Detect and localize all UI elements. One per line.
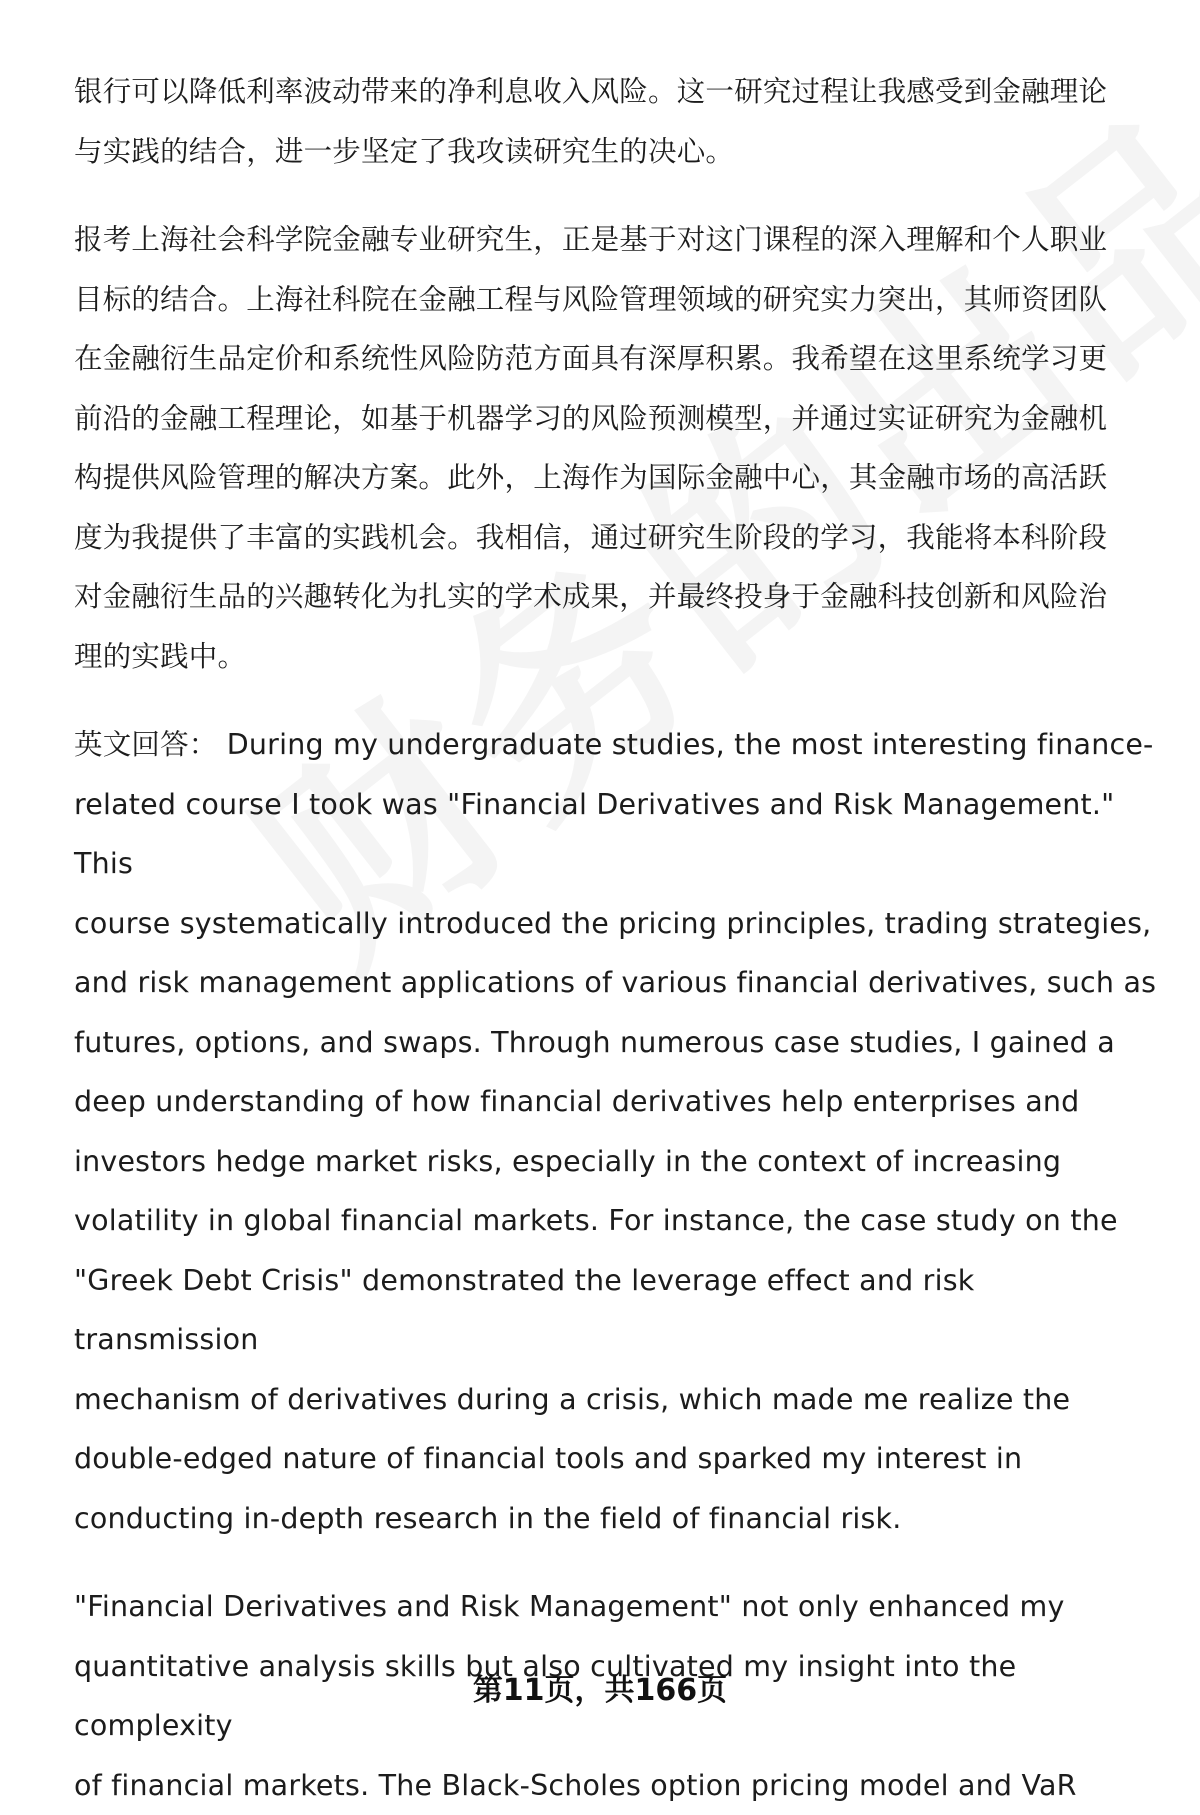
paragraph-chinese-1: 银行可以降低利率波动带来的净利息收入风险。这一研究过程让我感受到金融理论 与实践的结合，进一步坚定了我攻读研究生的决心。 [74, 75, 1108, 168]
paragraph-english-2: "Financial Derivatives and Risk Management" not only enhanced my quantitative analysis skills but also cultivated my insight into the complexity of financial markets. The Black-Scholes option pricing model and VaR [74, 1590, 1077, 1802]
paragraph-english-1: 英文回答： During my undergraduate studies, the most interesting finance- related course I took was "Financial Derivatives and Risk Management." This course systematically introduced the pricing principles, trading strategies, and risk management applications of various financial derivatives, such as futures, options, and swaps. Through numerous case studies, I gained a deep understanding of how financial derivatives help enterprises and investors hedge market risks, especially in the context of increasing volatility in global financial markets. For instance, the case study on the "Greek Debt Crisis" demonstrated the leverage effect and risk transmission mechanism of derivatives during a crisis, which made me realize the double-edged nature of financial tools and sparked my interest in conducting in-depth research in the field of financial risk. [74, 728, 1157, 1535]
paragraph-chinese-2: 报考上海社会科学院金融专业研究生，正是基于对这门课程的深入理解和个人职业 目标的结合。上海社科院在金融工程与风险管理领域的研究实力突出，其师资团队 在金融衍生品定价和系统性风险防范方面具有深厚积累。我希望在这里系统学习更 前沿的金融工程理论，如基于机器学习的风险预测模型，并通过实证研究为金融机 构提供风险管理的解决方案。此外，上海作为国际金融中心，其金融市场的高活跃 度为我提供了丰富的实践机会。我相信，通过研究生阶段的学习，我能将本科阶段 对金融衍生品的兴趣转化为扎实的学术成果，并最终投身于金融科技创新和风险治 理的实践中。 [74, 223, 1108, 673]
page-content [74, 62, 1158, 1815]
page-number-footer: 第11页，共166页 [472, 1673, 728, 1708]
